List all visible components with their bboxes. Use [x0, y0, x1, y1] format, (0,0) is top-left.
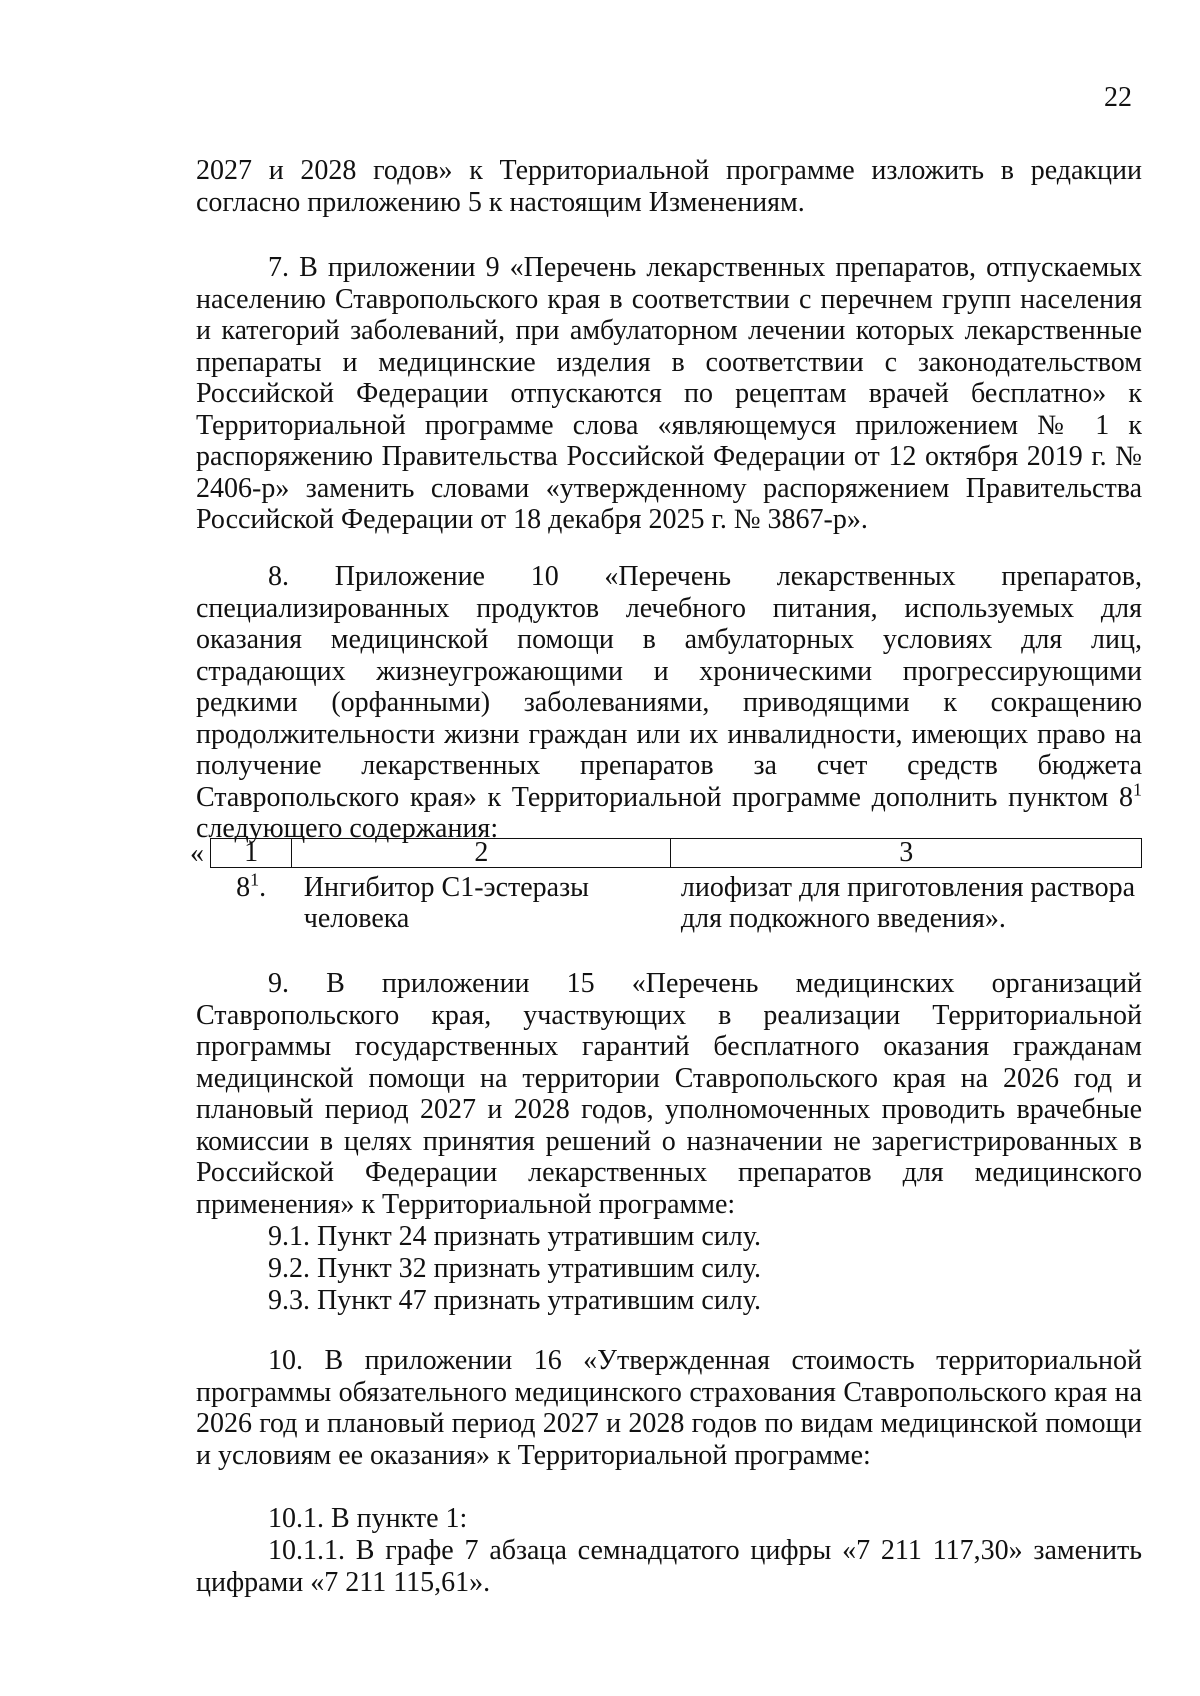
paragraph-10-1: 10.1. В пункте 1: — [268, 1503, 468, 1534]
paragraph-9: 9. В приложении 15 «Перечень медицинских организаций Ставропольского края, участвующих в реализации Территориальной программы государственных гарантий бесплатного оказания гражданам медицинской помощи на территории Ставропольского края на 2026 год и плановый период 2027 и 2028 годов, уполномоченных проводить врачебные комиссии в целях принятия решений о назначении не зарегистрированных в Российской Федерации лекарственных препаратов для медицинского применения» к Территориальной программе: — [196, 968, 1142, 1220]
table-cell-number — [211, 868, 292, 935]
paragraph-8-text: 8. Приложение 10 «Перечень лекарственных препаратов, специализированных продуктов лечебного питания, используемых для оказания медицинской помощи в амбулаторных условиях для лиц, страдающих жизнеугрожающими и хроническими прогрессирующими редкими (орфанными) заболеваниями, приводящими к сокращению продолжительности жизни граждан или их инвалидности, имеющих право на получение лекарственных препаратов за счет средств бюджета Ставропольского края» к Территориальной программе дополнить пунктом 8 — [196, 561, 1142, 813]
paragraph-8-tail: следующего содержания: — [196, 813, 499, 844]
paragraph-8-superscript: 1 — [1133, 779, 1142, 800]
drug-table — [210, 838, 1142, 934]
row-number-superscript: 1 — [250, 869, 260, 890]
row-number: 8 — [236, 872, 251, 903]
row-number-suffix: . — [259, 872, 267, 903]
paragraph-8 — [196, 561, 1142, 845]
table-header-col-3: 3 — [671, 839, 1142, 868]
table-opening-quote: « — [190, 838, 204, 869]
paragraph-9-3: 9.3. Пункт 47 признать утратившим силу. — [268, 1285, 761, 1316]
page-number: 22 — [1104, 82, 1132, 113]
paragraph-7: 7. В приложении 9 «Перечень лекарственных препаратов, отпускаемых населению Ставропольского края в соответствии с перечнем групп населения и категорий заболеваний, при амбулаторном лечении которых лекарственные препараты и медицинские изделия в соответствии с законодательством Российской Федерации отпускаются по рецептам врачей бесплатно» к Территориальной программе слова «являющемуся приложением № 1 к распоряжению Правительства Российской Федерации от 12 октября 2019 г. № 2406-р» заменить словами «утвержденному распоряжением Правительства Российской Федерации от 18 декабря 2025 г. № 3867-р». — [196, 252, 1142, 535]
paragraph-9-1: 9.1. Пункт 24 признать утратившим силу. — [268, 1221, 761, 1252]
table-header-row — [211, 839, 1142, 868]
paragraph-10: 10. В приложении 16 «Утвержденная стоимость территориальной программы обязательного медицинского страхования Ставропольского края на 2026 год и плановый период 2027 и 2028 годов по видам медицинской помощи и условиям ее оказания» к Территориальной программе: — [196, 1345, 1142, 1471]
table-row — [211, 868, 1142, 935]
table-cell-dosage-form: лиофизат для приготовления раствора для подкожного введения». — [680, 872, 1136, 934]
table-header-col-1: 1 — [211, 839, 292, 868]
table-header-col-2: 2 — [292, 839, 671, 868]
table-cell-drug-name: Ингибитор С1-эстеразы человека — [303, 872, 589, 934]
paragraph-10-1-1: 10.1.1. В графе 7 абзаца семнадцатого цифры «7 211 117,30» заменить цифрами «7 211 115,61». — [196, 1535, 1142, 1598]
paragraph-9-2: 9.2. Пункт 32 признать утратившим силу. — [268, 1253, 761, 1284]
paragraph-continued: 2027 и 2028 годов» к Территориальной программе изложить в редакции согласно приложению 5 к настоящим Изменениям. — [196, 155, 1142, 218]
